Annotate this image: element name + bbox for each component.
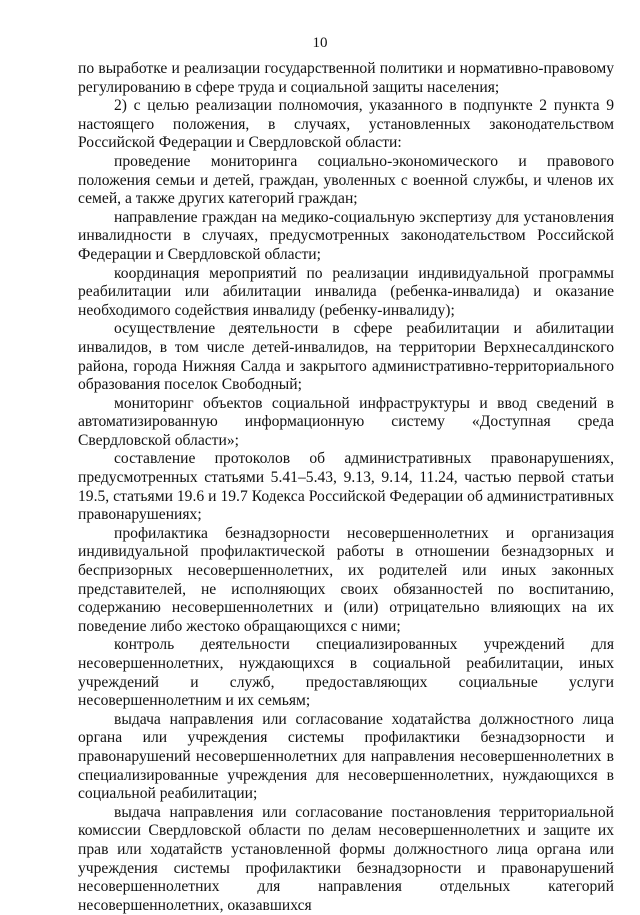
paragraph: выдача направления или согласование постановления территориальной комиссии Свердловской области по делам несовершеннолетних и защите их прав или ходатайств установленной формы должностного лица органа или учреждения системы профилактики безнадзорности и правонарушений несовершеннолетних для направления отдельных категорий несовершеннолетних, оказавшихся: [78, 803, 614, 914]
document-body: [78, 60, 614, 915]
paragraph: мониторинг объектов социальной инфраструктуры и ввод сведений в автоматизированную информационную систему «Доступная среда Свердловской области»;: [78, 394, 614, 449]
paragraph: по выработке и реализации государственной политики и нормативно-правовому регулированию в сфере труда и социальной защиты населения;: [78, 60, 614, 96]
paragraph: контроль деятельности специализированных учреждений для несовершеннолетних, нуждающихся в социальной реабилитации, иных учреждений и служб, предоставляющих социальные услуги несовершеннолетним и их семьям;: [78, 636, 614, 710]
paragraph: координация мероприятий по реализации индивидуальной программы реабилитации или абилитации инвалида (ребенка-инвалида) и оказание необходимого содействия инвалиду (ребенку-инвалиду);: [78, 264, 614, 319]
paragraph: 2) с целью реализации полномочия, указанного в подпункте 2 пункта 9 настоящего положения, в случаях, установленных законодательством Российской Федерации и Свердловской области:: [78, 97, 614, 152]
paragraph: осуществление деятельности в сфере реабилитации и абилитации инвалидов, в том числе детей-инвалидов, на территории Верхнесалдинского района, города Нижняя Салда и закрытого административно-территориального образования поселок Свободный;: [78, 320, 614, 394]
paragraph: составление протоколов об административных правонарушениях, предусмотренных статьями 5.41–5.43, 9.13, 9.14, 11.24, частью первой статьи 19.5, статьями 19.6 и 19.7 Кодекса Российской Федерации об административных правонарушениях;: [78, 450, 614, 524]
paragraph: профилактика безнадзорности несовершеннолетних и организация индивидуальной профилактической работы в отношении безнадзорных и беспризорных несовершеннолетних, их родителей или иных законных представителей, не исполняющих своих обязанностей по воспитанию, содержанию несовершеннолетних и (или) отрицательно влияющих на их поведение либо жестоко обращающихся с ними;: [78, 524, 614, 635]
paragraph: проведение мониторинга социально-экономического и правового положения семьи и детей, граждан, уволенных с военной службы, и членов их семей, а также других категорий граждан;: [78, 152, 614, 208]
paragraph: выдача направления или согласование ходатайства должностного лица органа или учреждения системы профилактики безнадзорности и правонарушений несовершеннолетних для направления несовершеннолетних в специализированные учреждения для несовершеннолетних, нуждающихся в социальной реабилитации;: [78, 710, 614, 803]
paragraph: направление граждан на медико-социальную экспертизу для установления инвалидности в случаях, предусмотренных законодательством Российской Федерации и Свердловской области;: [78, 208, 614, 263]
page-number: 10: [312, 35, 328, 51]
